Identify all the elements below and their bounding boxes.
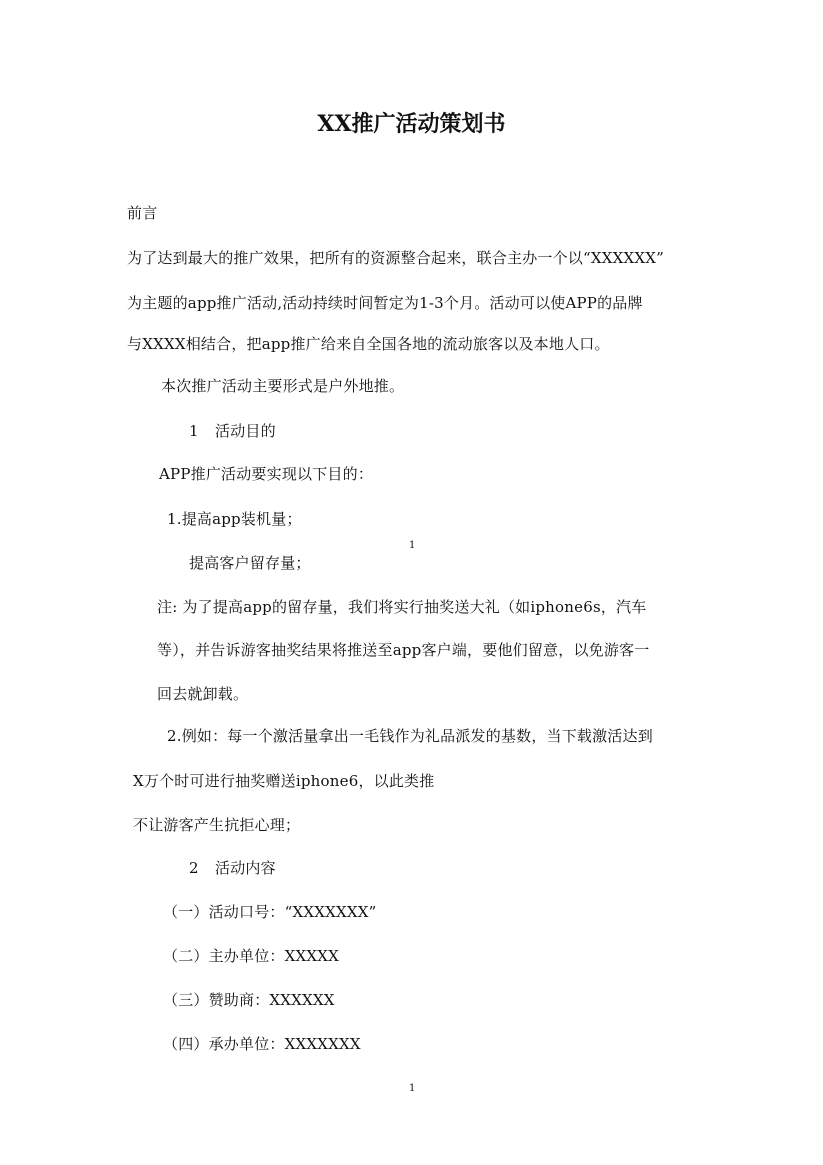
content-item-slogan: （一）活动口号：“XXXXXXX” [163,903,377,921]
note-line-1: 注: 为了提高app的留存量，我们将实行抽奖送大礼（如iphone6s，汽车 [157,598,647,616]
document-title: XX推广活动策划书 [317,111,506,137]
inline-page-number: 1 [409,540,416,551]
content-item-sponsor: （三）赞助商：XXXXXX [163,991,335,1009]
note-line-2: 等），并告诉游客抽奖结果将推送至app客户端，要他们留意，以免游客一 [157,641,650,659]
section-2-number: 2 [189,859,199,877]
content-item-executor: （四）承办单位：XXXXXXX [163,1035,361,1053]
goal-item-1: 1.提高app装机量； [167,510,302,528]
main-form-text: 本次推广活动主要形式是户外地推。 [161,377,405,395]
preface-heading: 前言 [127,204,158,222]
note-line-3: 回去就卸载。 [157,685,249,703]
goal-item-2: 提高客户留存量； [189,554,311,572]
section-1-heading: 活动目的 [215,422,276,440]
example-line-3: 不让游客产生抗拒心理； [133,816,301,834]
intro-line-1: 为了达到最大的推广效果，把所有的资源整合起来，联合主办一个以“XXXXXX” [127,249,665,267]
example-line-1: 2.例如：每一个激活量拿出一毛钱作为礼品派发的基数，当下载激活达到 [167,727,653,745]
content-item-organizer: （二）主办单位：XXXXX [163,947,339,965]
section-1-number: 1 [189,422,199,440]
section-2-heading: 活动内容 [215,859,276,877]
goals-intro: APP推广活动要实现以下目的： [159,465,374,483]
intro-line-3: 与XXXX相结合，把app推广给来自全国各地的流动旅客以及本地人口。 [127,335,610,353]
footer-page-number: 1 [409,1083,416,1094]
example-line-2: X万个时可进行抽奖赠送iphone6，以此类推 [133,772,435,790]
intro-line-2: 为主题的app推广活动,活动持续时间暂定为1-3个月。活动可以使APP的品牌 [127,294,643,312]
